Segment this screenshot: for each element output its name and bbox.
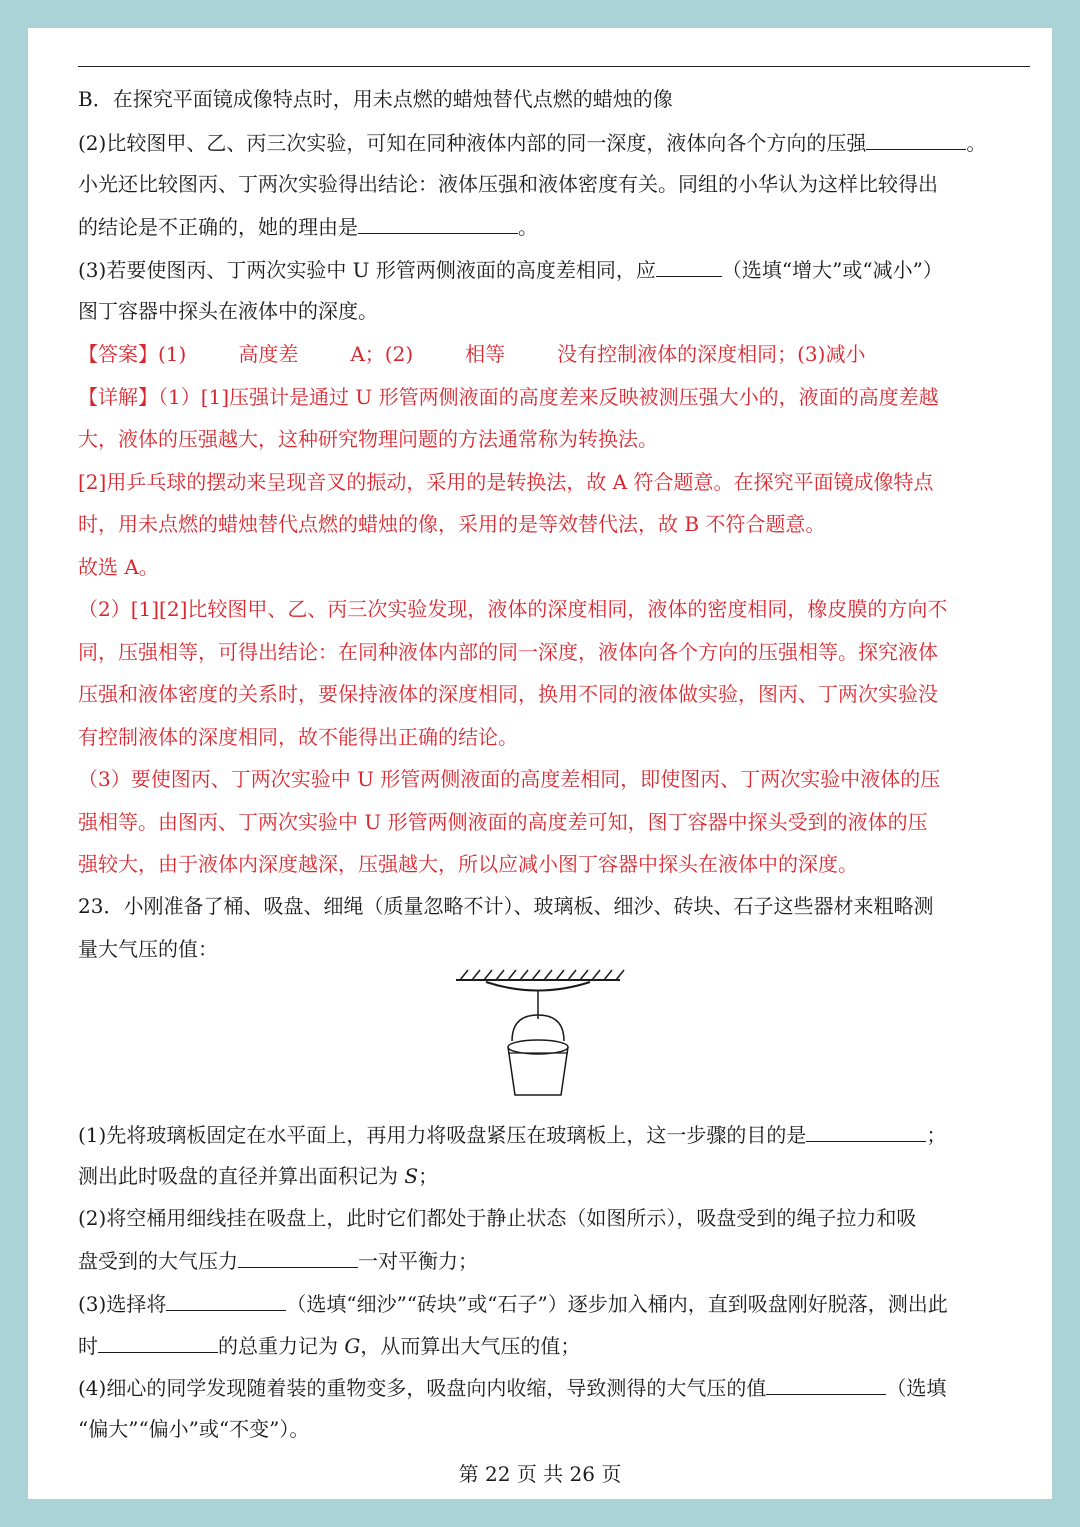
q23-part1: 测出此时吸盘的直径并算出面积记为 S；: [78, 1164, 439, 1188]
explanation-line: 强相等。由图丙、丁两次实验中 U 形管两侧液面的高度差可知，图丁容器中探头受到的液体的压: [78, 810, 928, 834]
explanation-line: （2）[1][2]比较图甲、乙、丙三次实验发现，液体的深度相同，液体的密度相同，橡皮膜的方向不: [78, 597, 948, 621]
explanation-line: 时，用未点燃的蜡烛替代点燃的蜡烛的像，采用的是等效替代法，故 B 不符合题意。: [78, 512, 826, 536]
explanation-line: 【详解】（1）[1]压强计是通过 U 形管两侧液面的高度差来反映被测压强大小的，液面的高度差越: [78, 385, 939, 409]
explanation-line: 强较大，由于液体内深度越深，压强越大，所以应减小图丁容器中探头在液体中的深度。: [78, 852, 858, 876]
answer-blank[interactable]: [806, 1121, 926, 1142]
answer-blank[interactable]: [866, 129, 966, 150]
q23-part4: “偏大”“偏小”或“不变”）。: [78, 1417, 310, 1441]
answer-blank[interactable]: [238, 1247, 358, 1268]
suction-cup-bucket-figure: [448, 965, 628, 1125]
q23-part3: (3)选择将 （选填“细沙”“砖块”或“石子”）逐步加入桶内，直到吸盘刚好脱落，测出此: [78, 1292, 948, 1316]
answer-line: 【答案】(1) 高度差 A；(2) 相等 没有控制液体的深度相同；(3)减小: [78, 342, 866, 366]
q22-text: 小光还比较图丙、丁两次实验得出结论：液体压强和液体密度有关。同组的小华认为这样比较得出: [78, 172, 938, 196]
q22-text: 的结论是不正确的，她的理由是 。: [78, 215, 538, 239]
q22-text: 图丁容器中探头在液体中的深度。: [78, 299, 378, 323]
header-rule: [78, 66, 1030, 67]
page-footer: 第 22 页 共 26 页: [458, 1462, 622, 1486]
answer-blank[interactable]: [656, 256, 722, 277]
q22-part2: (2)比较图甲、乙、丙三次实验，可知在同种液体内部的同一深度，液体向各个方向的压强 。: [78, 131, 987, 155]
explanation-line: 大，液体的压强越大，这种研究物理问题的方法通常称为转换法。: [78, 427, 658, 451]
answer-blank[interactable]: [98, 1332, 218, 1353]
answer-blank[interactable]: [766, 1374, 886, 1395]
explanation-line: 故选 A。: [78, 555, 159, 579]
answer-label: 【答案】: [78, 342, 158, 366]
q23-part3: 时 的总重力记为 G，从而算出大气压的值；: [78, 1334, 581, 1358]
q23-part2: (2)将空桶用细线挂在吸盘上，此时它们都处于静止状态（如图所示），吸盘受到的绳子拉力和吸: [78, 1206, 917, 1230]
q23-part2: 盘受到的大气压力 一对平衡力；: [78, 1249, 478, 1273]
explanation-line: 同，压强相等，可得出结论：在同种液体内部的同一深度，液体向各个方向的压强相等。探究液体: [78, 640, 938, 664]
document-page: [28, 28, 1052, 1499]
q23-part4: (4)细心的同学发现随着装的重物变多，吸盘向内收缩，导致测得的大气压的值 （选填: [78, 1376, 947, 1400]
q23-stem: 量大气压的值：: [78, 937, 218, 961]
explanation-line: 压强和液体密度的关系时，要保持液体的深度相同，换用不同的液体做实验，图丙、丁两次实验没: [78, 682, 938, 706]
explanation-line: [2]用乒乓球的摆动来呈现音叉的振动，采用的是转换法，故 A 符合题意。在探究平面镜成像特点: [78, 470, 934, 494]
explanation-line: 有控制液体的深度相同，故不能得出正确的结论。: [78, 725, 518, 749]
explanation-line: （3）要使图丙、丁两次实验中 U 形管两侧液面的高度差相同，即使图丙、丁两次实验中液体的压: [78, 767, 941, 791]
answer-blank[interactable]: [166, 1290, 286, 1311]
q22-part3: (3)若要使图丙、丁两次实验中 U 形管两侧液面的高度差相同，应 （选填“增大”或“减小”）: [78, 258, 943, 282]
q23-part1: (1)先将玻璃板固定在水平面上，再用力将吸盘紧压在玻璃板上，这一步骤的目的是 ；: [78, 1123, 947, 1147]
q23-stem: 23．小刚准备了桶、吸盘、细绳（质量忽略不计）、玻璃板、细沙、砖块、石子这些器材来粗略测: [78, 894, 934, 918]
answer-blank[interactable]: [358, 213, 518, 234]
option-b: B．在探究平面镜成像特点时，用未点燃的蜡烛替代点燃的蜡烛的像: [78, 87, 673, 111]
